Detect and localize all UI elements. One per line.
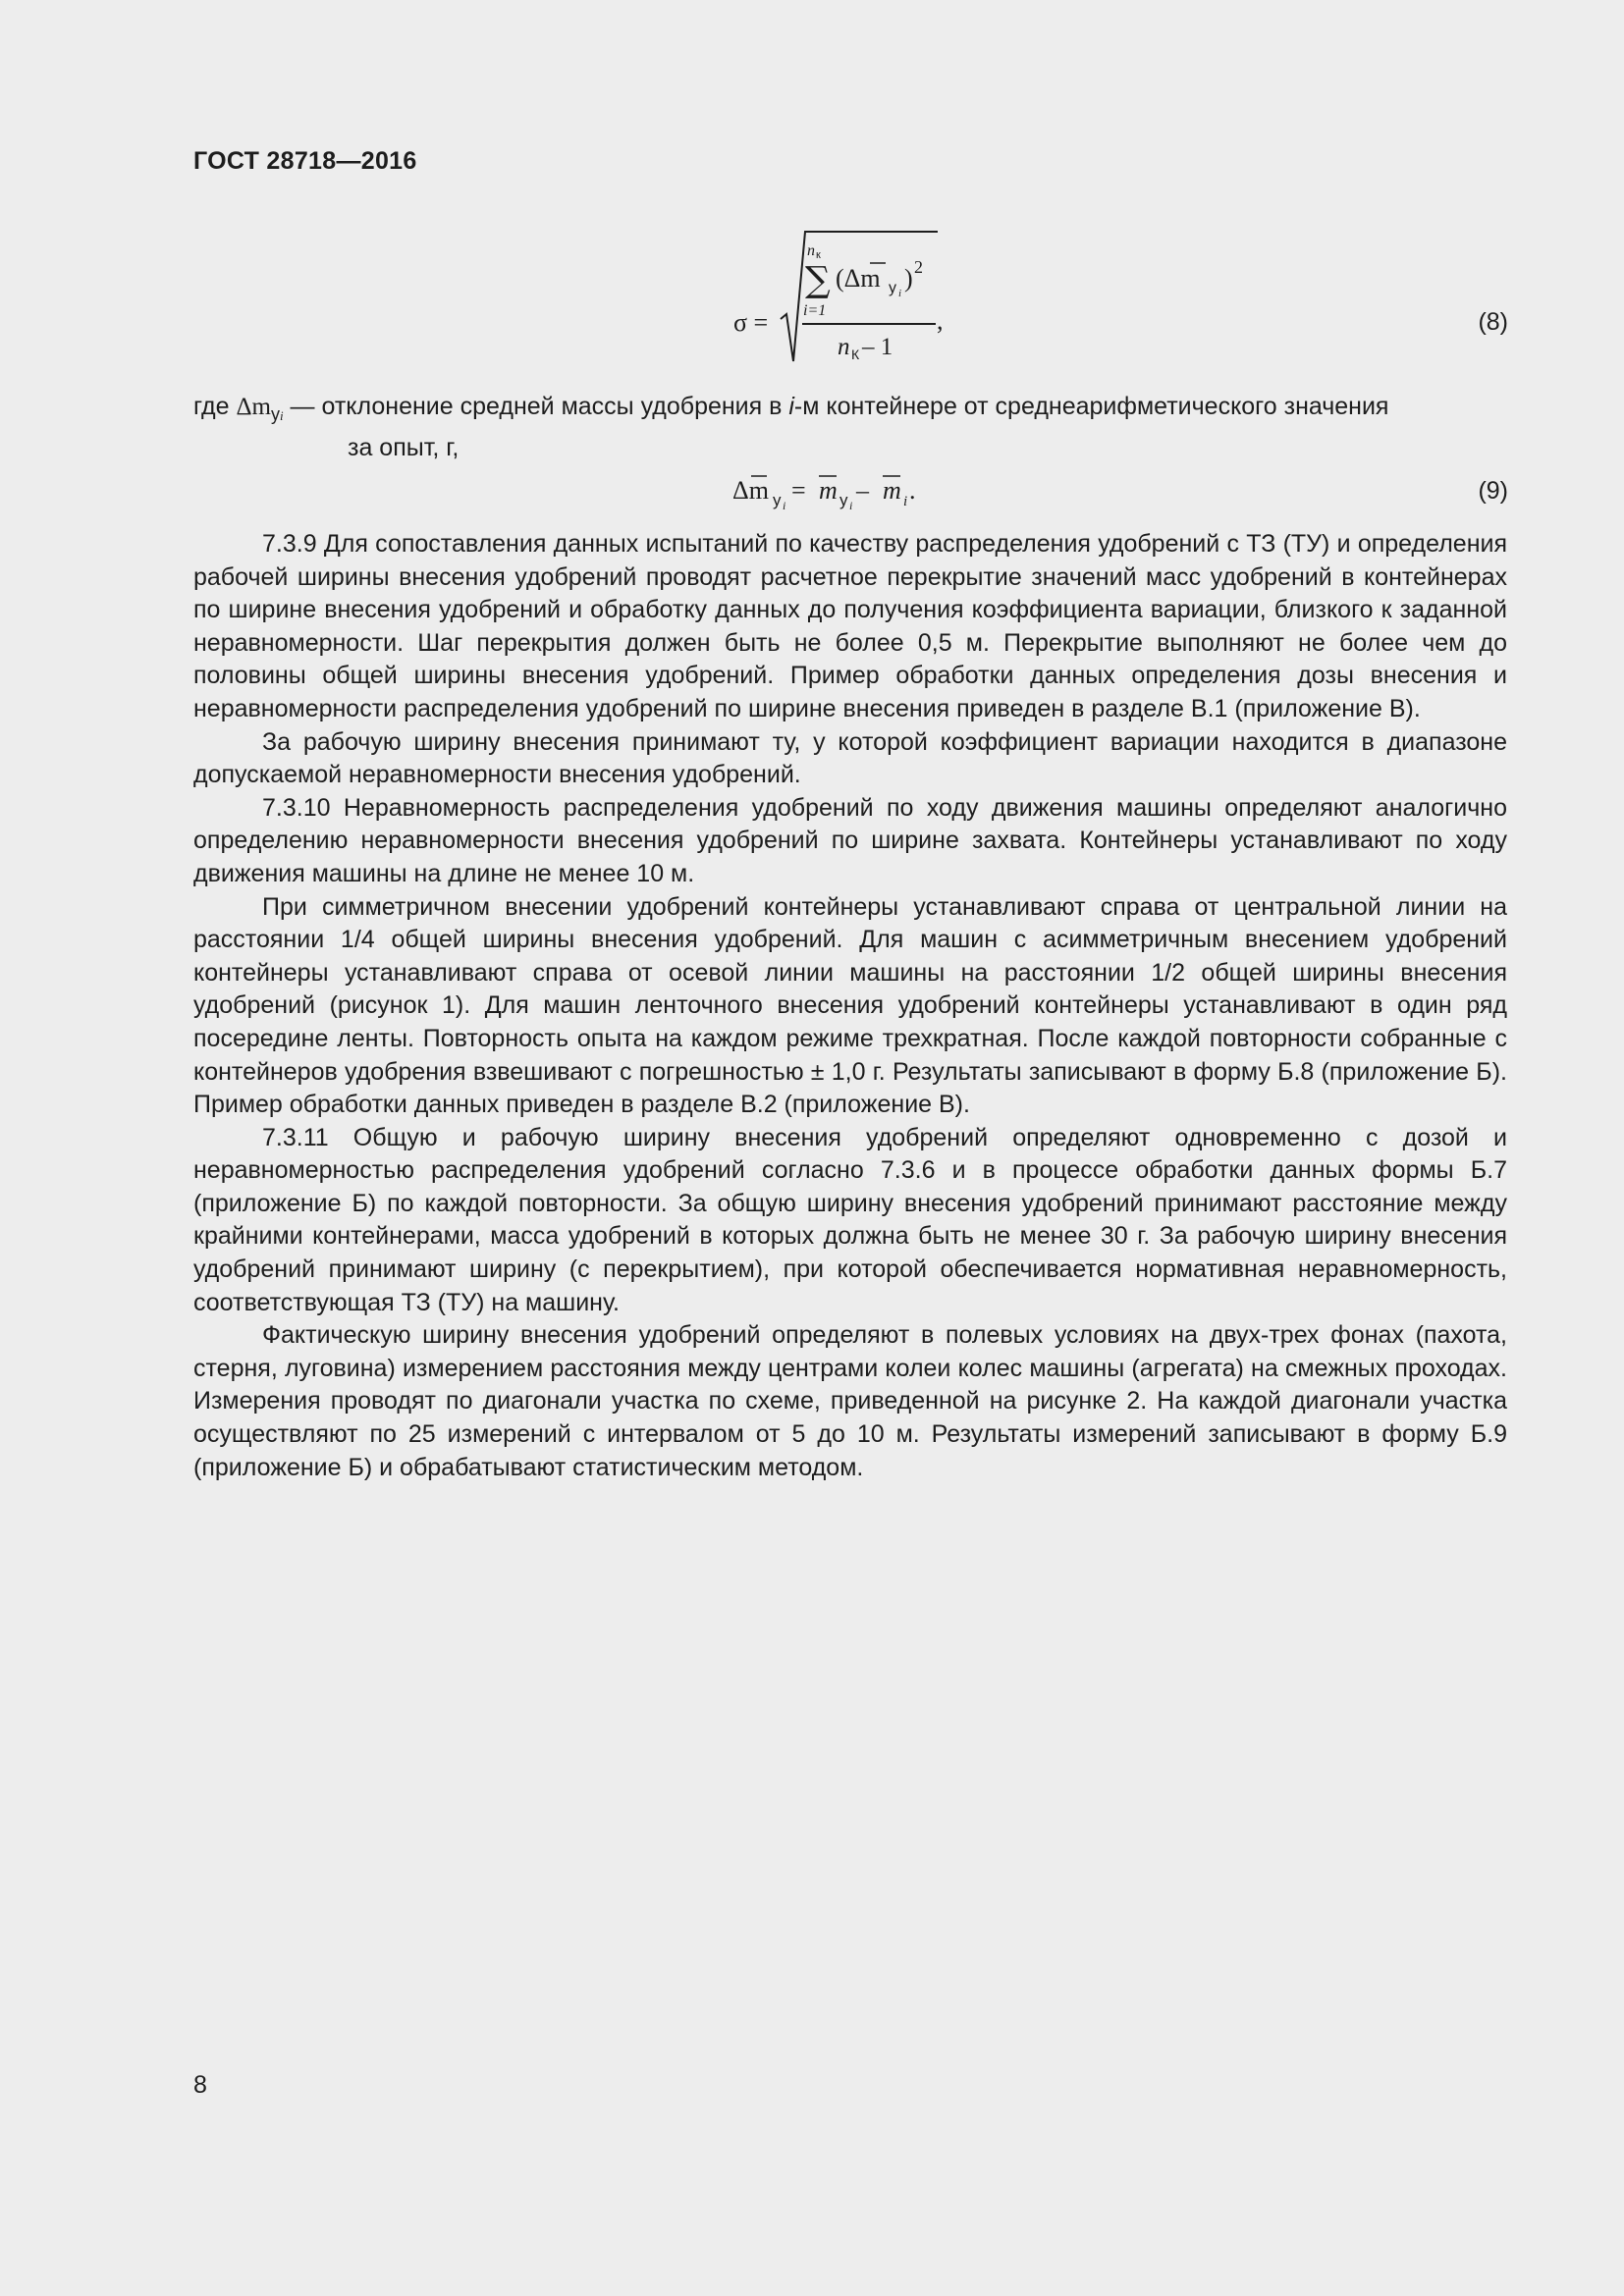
equation-number-9: (9) [1478, 477, 1508, 505]
denominator: n [838, 334, 850, 360]
where-text-1: — отклонение средней массы удобрения в [283, 393, 789, 420]
numerator-term: (Δm [836, 264, 881, 293]
summation-symbol: ∑ [805, 260, 831, 300]
paragraph-actual-width: Фактическую ширину внесения удобрений определяют в полевых условиях на двух-трех фонах (пахота, стерня, луговина) измерением расстояния между центрами колеи колес машины (агрегата) на смежных проходах. Измерения проводят по диагонали участка по схеме, приведенной на рисунке 2. На каждой диагонали участка осуществляют по 25 измерений с интервалом от 5 до 10 м. Результаты измерений записывают в форму Б.9 (приложение Б) и обрабатывают статистическим методом. [193, 1321, 1507, 1481]
formula-8 [0, 226, 1624, 373]
numerator-sub-i: i [898, 288, 902, 299]
equation-number-8: (8) [1478, 308, 1508, 336]
where-line-1 [193, 391, 1507, 432]
formula-9-lhs: Δm [732, 476, 769, 505]
where-symbol: Δm [236, 394, 271, 420]
page-number: 8 [193, 2071, 207, 2099]
where-symbol-sub: у [270, 404, 280, 424]
paragraph-7-3-10: 7.3.10 Неравномерность распределения удобрений по ходу движения машины определяют аналогично определению неравномерности внесения удобрений по ширине захвата. Контейнеры устанавливают по ходу движения машины на длине не менее 10 м. [193, 793, 1507, 887]
formula-9-minus: – [856, 476, 869, 505]
formula-9-eq: = [791, 476, 806, 505]
paragraph-7-3-9: 7.3.9 Для сопоставления данных испытаний по качеству распределения удобрений с ТЗ (ТУ) и определения рабочей ширины внесения удобрений проводят расчетное перекрытие значений масс удобрений в контейнерах по ширине внесения удобрений и обработку данных до получения коэффициента вариации, близкого к заданной неравномерности. Шаг перекрытия должен быть не более 0,5 м. Перекрытие выполняют не более чем до половины общей ширины внесения удобрений. Пример обработки данных определения дозы внесения и неравномерности распределения удобрений по ширине внесения приведен в разделе В.1 (приложение В). [193, 530, 1507, 722]
formula-8-graphic [0, 226, 1624, 373]
formula-8-comma: , [937, 306, 944, 335]
formula-8-lhs: σ = [733, 308, 769, 337]
where-symbol-sub-i: i [279, 408, 284, 423]
denominator-rest: – 1 [862, 334, 893, 360]
formula-9-rhs1-sub: у [839, 491, 848, 509]
formula-9-rhs2: m [883, 476, 901, 505]
formula-9-lhs-sub: у [773, 491, 782, 509]
radical-sign [781, 232, 938, 361]
paragraph-7-3-11: 7.3.11 Общую и рабочую ширину внесения удобрений определяют одновременно с дозой и неравномерностью распределения удобрений согласно 7.3.6 и в процессе обработки данных формы Б.7 (приложение Б) по каждой повторности. За общую ширину внесения удобрений принимают расстояние между крайними контейнерами, масса удобрений в которых должна быть не менее 30 г. За рабочую ширину внесения удобрений принимают ширину (с перекрытием), при которой обеспечивается нормативная неравномерность, соответствующая ТЗ (ТУ) на машину. [193, 1123, 1507, 1316]
formula-9-dot: . [909, 476, 916, 505]
where-text-i: i [788, 393, 794, 420]
paragraph-symmetric: При симметричном внесении удобрений контейнеры устанавливают справа от центральной линии на расстоянии 1/4 общей ширины внесения удобрений. Для машин с асимметричным внесением удобрений контейнеры устанавливают справа от осевой линии машины на расстоянии 1/2 общей ширины внесения удобрений (рисунок 1). Для машин ленточного внесения удобрений контейнеры устанавливают в один ряд посередине ленты. Повторность опыта на каждом режиме трехкратная. После каждой повторности собранные с контейнеров удобрения взвешивают с погрешностью ± 1,0 г. Результаты записывают в форму Б.8 (приложение Б). Пример обработки данных приведен в разделе В.2 (приложение В). [193, 892, 1507, 1119]
standard-header: ГОСТ 28718—2016 [193, 147, 417, 175]
numerator-close: ) [904, 264, 913, 293]
body-text [193, 528, 1507, 1484]
sum-upper: n [807, 242, 815, 259]
formula-9-rhs1: m [819, 476, 838, 505]
where-line-2: за опыт, г, [348, 434, 460, 461]
paragraph-working-width: За рабочую ширину внесения принимают ту, у которой коэффициент вариации находится в диапазоне допускаемой неравномерности внесения удобрений. [193, 727, 1507, 789]
formula-9-rhs2-sub: i [903, 494, 908, 509]
numerator-sub: у [889, 280, 896, 296]
where-text-2: -м контейнере от среднеарифметического значения [793, 393, 1389, 420]
denominator-sub: К [851, 347, 860, 362]
sum-upper-sub: к [816, 249, 821, 261]
formula-9 [0, 469, 1624, 518]
numerator-power: 2 [914, 257, 923, 277]
sum-lower: i=1 [803, 302, 827, 319]
formula-9-rhs1-sub-i: i [849, 499, 853, 512]
formula-9-lhs-sub-i: i [783, 499, 786, 512]
where-prefix: где [193, 393, 237, 420]
where-clause [193, 391, 1507, 464]
formula-9-graphic [0, 469, 1624, 518]
